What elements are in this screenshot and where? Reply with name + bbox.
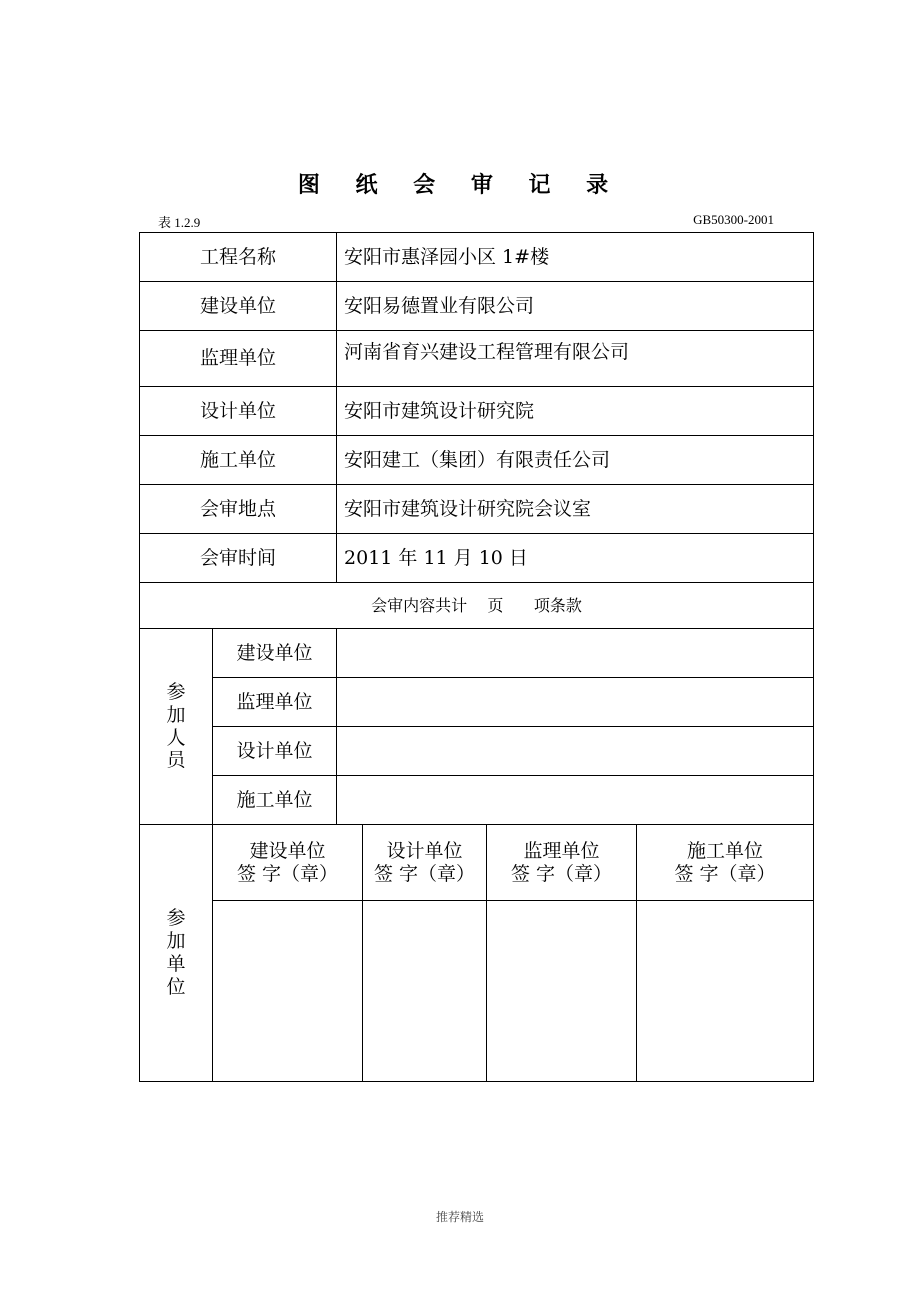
signatures-heading-char: 加	[166, 930, 186, 953]
signatures-heading-char: 单	[166, 953, 186, 975]
value-review-location: 安阳市建筑设计研究院会议室	[337, 485, 814, 534]
value-project-name: 安阳市惠泽园小区 1#楼	[337, 233, 814, 282]
signature-sign-label: 签 字（章）	[236, 862, 339, 885]
label-review-location: 会审地点	[140, 485, 337, 534]
signature-area-row	[140, 901, 814, 1082]
signature-unit-label: 设计单位	[386, 839, 463, 862]
participant-row	[140, 678, 814, 727]
participant-names-supervisor[interactable]	[337, 678, 814, 727]
participant-names-designer[interactable]	[337, 727, 814, 776]
participant-row	[140, 727, 814, 776]
value-designer: 安阳市建筑设计研究院	[337, 387, 814, 436]
signature-header-row	[140, 825, 814, 901]
row-review-location	[140, 485, 814, 534]
participant-names-contractor[interactable]	[337, 776, 814, 825]
row-designer	[140, 387, 814, 436]
label-supervisor: 监理单位	[140, 331, 337, 387]
signature-col-supervisor	[487, 825, 637, 901]
row-supervisor	[140, 331, 814, 387]
page-footer: 推荐精选	[435, 1210, 484, 1224]
document-title: 图 纸 会 审 记 录	[297, 173, 623, 198]
review-record-table	[139, 232, 814, 1082]
row-contractor	[140, 436, 814, 485]
signature-sign-label: 签 字（章）	[373, 862, 476, 885]
signature-box-builder[interactable]	[213, 901, 363, 1082]
label-designer: 设计单位	[140, 387, 337, 436]
row-project-name	[140, 233, 814, 282]
row-review-time	[140, 534, 814, 583]
row-content-summary	[140, 583, 814, 629]
value-contractor: 安阳建工（集团）有限责任公司	[337, 436, 814, 485]
signature-box-supervisor[interactable]	[487, 901, 637, 1082]
participant-unit-builder: 建设单位	[213, 629, 337, 678]
signature-col-builder	[213, 825, 363, 901]
signatures-heading-char: 位	[166, 975, 186, 998]
participant-row	[140, 776, 814, 825]
participant-row	[140, 629, 814, 678]
signature-unit-label: 施工单位	[687, 839, 764, 862]
signature-box-contractor[interactable]	[637, 901, 814, 1082]
signature-unit-label: 建设单位	[249, 839, 326, 862]
value-builder: 安阳易德置业有限公司	[337, 282, 814, 331]
signature-box-designer[interactable]	[363, 901, 487, 1082]
value-supervisor: 河南省育兴建设工程管理有限公司	[337, 331, 814, 387]
signature-unit-label: 监理单位	[523, 839, 600, 862]
participants-heading-char: 参	[166, 680, 186, 703]
participants-heading-char: 员	[166, 749, 186, 772]
signatures-heading	[140, 825, 213, 1082]
standard-code: GB50300-2001	[693, 212, 774, 227]
signature-sign-label: 签 字（章）	[674, 862, 776, 885]
label-contractor: 施工单位	[140, 436, 337, 485]
participant-unit-contractor: 施工单位	[213, 776, 337, 825]
signature-col-designer	[363, 825, 487, 901]
content-summary: 会审内容共计 页 项条款	[140, 583, 814, 629]
label-builder: 建设单位	[140, 282, 337, 331]
value-review-time: 2011 年 11 月 10 日	[337, 534, 814, 583]
participants-heading	[140, 629, 213, 825]
table-number: 表 1.2.9	[158, 215, 201, 230]
row-builder	[140, 282, 814, 331]
label-project-name: 工程名称	[140, 233, 337, 282]
participant-names-builder[interactable]	[337, 629, 814, 678]
participants-heading-char: 加	[166, 703, 186, 726]
participant-unit-supervisor: 监理单位	[213, 678, 337, 727]
signature-col-contractor	[637, 825, 814, 901]
participants-heading-char: 人	[166, 726, 186, 749]
signature-sign-label: 签 字（章）	[510, 862, 613, 885]
label-review-time: 会审时间	[140, 534, 337, 583]
participant-unit-designer: 设计单位	[213, 727, 337, 776]
signatures-heading-char: 参	[166, 907, 186, 930]
